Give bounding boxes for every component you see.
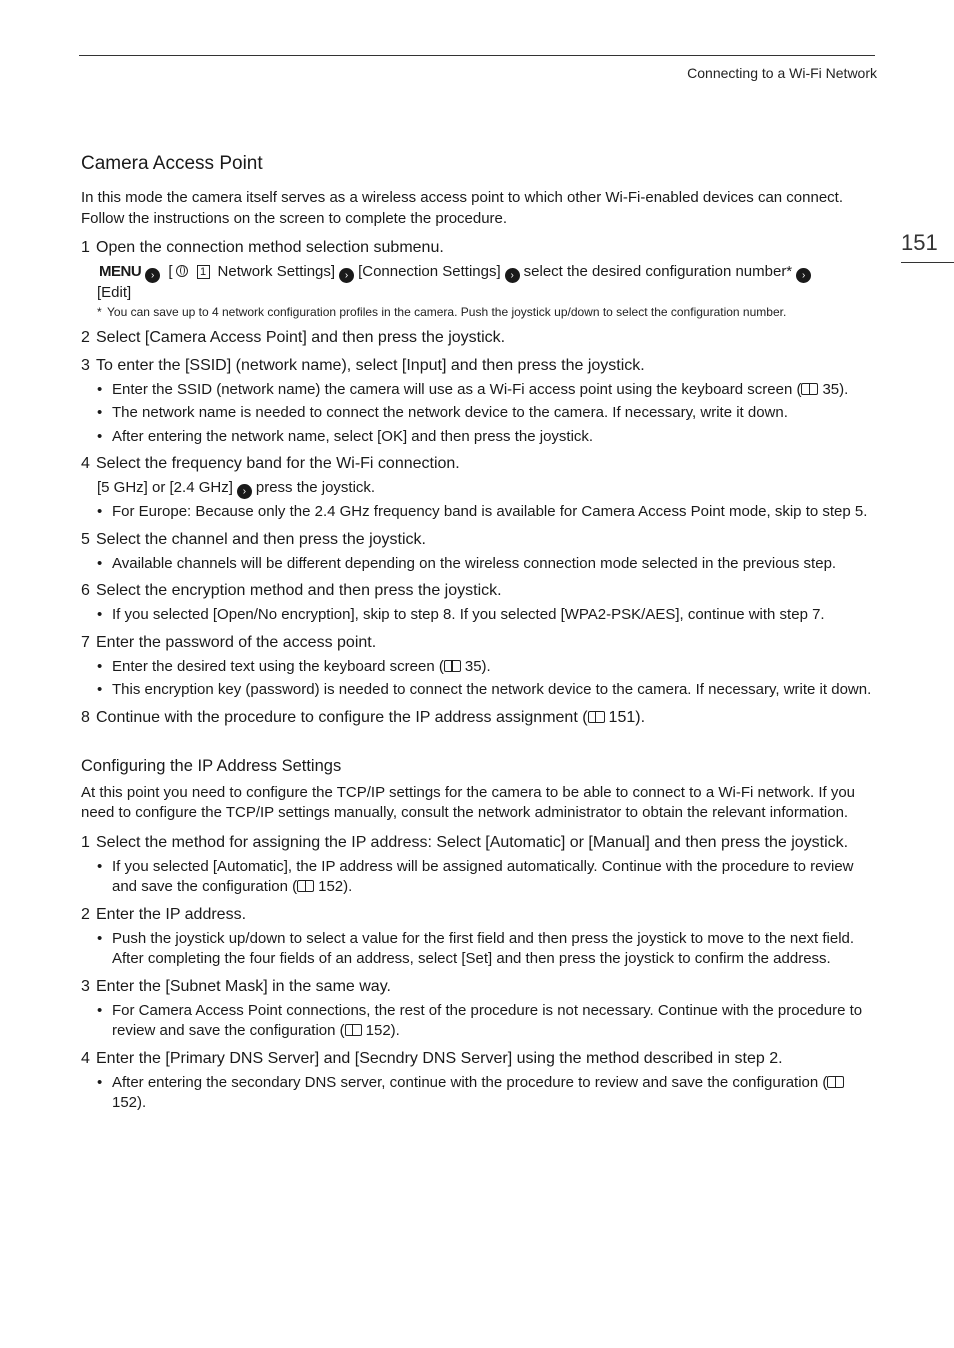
section-title-ip-address-settings: Configuring the IP Address Settings <box>81 756 342 775</box>
menu-page-number: 1 <box>197 265 210 279</box>
book-icon <box>444 660 461 672</box>
bullet-text: Enter the SSID (network name) the camera will use as a Wi-Fi access point using the keyboard screen ( <box>112 380 802 398</box>
bullet-item <box>97 857 878 898</box>
bullet-glyph: • <box>97 929 103 947</box>
arrow-right-icon: › <box>796 268 811 283</box>
page-reference: 35). <box>464 657 491 675</box>
bullet-glyph: • <box>97 427 103 445</box>
bullet-item <box>97 1001 878 1042</box>
bullet-glyph: • <box>97 681 103 698</box>
step-text: Enter the IP address. <box>96 905 247 923</box>
footnote-text: You can save up to 4 network configuration profiles in the camera. Push the joystick up/down to select the configuration number. <box>107 304 787 319</box>
step-6 <box>81 580 878 602</box>
book-icon <box>588 711 605 723</box>
page-reference: 152). <box>365 1022 400 1039</box>
bullet-glyph: • <box>97 503 103 520</box>
step-number: 8 <box>81 708 90 726</box>
page-reference: 152). <box>112 1094 147 1111</box>
frequency-options <box>97 478 878 499</box>
page-content <box>81 150 878 1117</box>
header-rule <box>79 55 875 56</box>
footnote <box>97 304 878 321</box>
step-number: 2 <box>81 328 90 346</box>
step-text: Open the connection method selection submenu. <box>96 239 444 256</box>
bullet-text: The network name is needed to connect the network device to the camera. If necessary, write it down. <box>112 404 788 421</box>
step-5 <box>81 529 878 551</box>
ip-step-3 <box>81 976 878 998</box>
press-joystick-text: press the joystick. <box>255 479 376 496</box>
network-globe-icon <box>176 265 188 277</box>
step-text: Select the frequency band for the Wi-Fi connection. <box>96 455 460 472</box>
menu-path-edit: [Edit] <box>97 284 132 301</box>
section-intro: At this point you need to configure the TCP/IP settings for the camera to be able to connect to a Wi-Fi network. If you need to configure the TCP/IP settings manually, consult the network administrator to obtain the relevant information. <box>81 783 856 821</box>
book-icon <box>801 383 818 395</box>
frequency-options-text: [5 GHz] or [2.4 GHz] <box>97 479 233 496</box>
running-head: Connecting to a Wi-Fi Network <box>687 65 877 81</box>
bullet-text: After entering the secondary DNS server, continue with the procedure to review and save the configuration ( <box>112 1073 828 1091</box>
bullet-text: After entering the network name, select [OK] and then press the joystick. <box>112 427 594 445</box>
step-4 <box>81 453 878 475</box>
bullet-glyph: • <box>97 1001 103 1019</box>
bullet-item <box>97 605 878 626</box>
step-text: Enter the [Subnet Mask] in the same way. <box>96 977 391 995</box>
step-number: 4 <box>81 455 90 472</box>
bullet-item <box>97 380 878 401</box>
bullet-glyph: • <box>97 554 103 572</box>
bullet-text: This encryption key (password) is needed to connect the network device to the camera. If necessary, write it down. <box>112 681 872 698</box>
page-number-rule <box>901 262 954 263</box>
bullet-item <box>97 1073 878 1114</box>
section-intro: In this mode the camera itself serves as a wireless access point to which other Wi-Fi-enabled devices can connect. Follow the instructions on the screen to complete the procedure. <box>81 189 844 227</box>
step-8 <box>81 707 878 729</box>
bullet-glyph: • <box>97 380 103 398</box>
step-number: 4 <box>81 1049 90 1067</box>
bullet-glyph: • <box>97 1073 103 1091</box>
step-text: Enter the [Primary DNS Server] and [Secndry DNS Server] using the method described in step 2. <box>96 1049 783 1067</box>
book-icon <box>297 880 314 892</box>
footnote-mark: * <box>97 304 102 319</box>
menu-path-open-bracket: [ <box>168 263 173 280</box>
step-number: 3 <box>81 977 90 995</box>
ip-step-1 <box>81 832 878 854</box>
bullet-item <box>97 403 878 424</box>
bullet-text: If you selected [Open/No encryption], skip to step 8. If you selected [WPA2-PSK/AES], continue with step 7. <box>112 606 825 623</box>
step-2 <box>81 327 878 349</box>
step-text: To enter the [SSID] (network name), select [Input] and then press the joystick. <box>96 356 645 374</box>
step-number: 6 <box>81 582 90 599</box>
step-text: Select the encryption method and then press the joystick. <box>96 582 502 599</box>
bullet-glyph: • <box>97 857 103 875</box>
step-number: 3 <box>81 356 90 374</box>
step-text: Continue with the procedure to configure the IP address assignment ( <box>96 708 588 726</box>
page-reference: 152). <box>318 878 353 895</box>
ip-step-4 <box>81 1048 878 1070</box>
book-icon <box>345 1024 362 1036</box>
page-number: 151 <box>901 230 938 255</box>
bullet-item <box>97 502 878 523</box>
bullet-text: Available channels will be different depending on the wireless connection mode selected in the previous step. <box>112 554 837 572</box>
arrow-right-icon: › <box>237 484 252 499</box>
bullet-item <box>97 554 878 575</box>
step-3 <box>81 355 878 377</box>
menu-path-network-settings: Network Settings] <box>217 263 336 280</box>
bullet-glyph: • <box>97 404 103 421</box>
step-text: Select the channel and then press the joystick. <box>96 530 426 548</box>
bullet-glyph: • <box>97 606 103 623</box>
step-number: 1 <box>81 833 90 851</box>
bullet-text: If you selected [Automatic], the IP address will be assigned automatically. Continue with the procedure to review and save the configuration ( <box>112 857 854 895</box>
step-7 <box>81 632 878 654</box>
bullet-glyph: • <box>97 657 103 675</box>
page-reference: 35). <box>822 380 849 398</box>
menu-path-connection-settings: [Connection Settings] <box>358 263 501 280</box>
step-number: 5 <box>81 530 90 548</box>
arrow-right-icon: › <box>145 268 160 283</box>
ip-step-2 <box>81 904 878 926</box>
page-reference: 151). <box>608 708 646 726</box>
menu-button-label: MENU <box>99 263 142 280</box>
step-number: 1 <box>81 239 90 256</box>
bullet-text: For Europe: Because only the 2.4 GHz frequency band is available for Camera Access Point mode, skip to step 5. <box>112 503 868 520</box>
step-text: Select [Camera Access Point] and then press the joystick. <box>96 328 506 346</box>
bullet-item <box>97 929 878 970</box>
menu-path-select-configuration: select the desired configuration number* <box>523 263 793 280</box>
arrow-right-icon: › <box>505 268 520 283</box>
bullet-text: For Camera Access Point connections, the rest of the procedure is not necessary. Continue with the procedure to review and save the configuration ( <box>112 1001 863 1039</box>
bullet-item <box>97 680 878 701</box>
arrow-right-icon: › <box>339 268 354 283</box>
step-text: Select the method for assigning the IP address: Select [Automatic] or [Manual] and then press the joystick. <box>96 833 849 851</box>
step-text: Enter the password of the access point. <box>96 633 377 651</box>
bullet-item <box>97 427 878 448</box>
bullet-text: Enter the desired text using the keyboard screen ( <box>112 657 444 675</box>
menu-path <box>97 262 878 304</box>
book-icon <box>827 1076 844 1088</box>
bullet-item <box>97 657 878 678</box>
bullet-text: Push the joystick up/down to select a value for the first field and then press the joystick to move to the next field. After completing the four fields of an address, select [Set] and then press the joystick to confirm the address. <box>112 929 855 967</box>
step-number: 2 <box>81 905 90 923</box>
step-number: 7 <box>81 633 90 651</box>
section-title-camera-access-point: Camera Access Point <box>81 153 263 174</box>
step-1 <box>81 237 878 259</box>
